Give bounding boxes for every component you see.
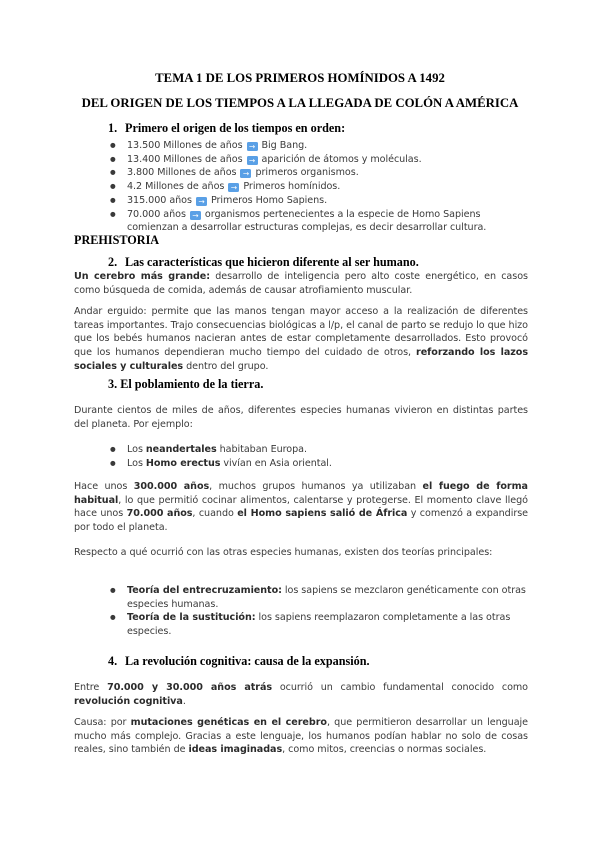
section-1-heading: 1. Primero el origen de los tiempos en orden:	[108, 121, 346, 135]
document-title: TEMA 1 DE LOS PRIMEROS HOMÍNIDOS A 1492	[155, 71, 445, 85]
timeline-list	[110, 139, 520, 235]
list-item: ● Los Homo erectus vivían en Asia oriental.	[110, 457, 530, 471]
arrow-right-icon: →	[240, 169, 251, 178]
section-2-heading: 2. Las características que hicieron diferente al ser humano.	[108, 255, 419, 269]
arrow-right-icon: →	[228, 183, 239, 192]
list-item: ● Los neandertales habitaban Europa.	[110, 443, 530, 457]
arrow-right-icon: →	[190, 211, 201, 220]
document-subtitle: DEL ORIGEN DE LOS TIEMPOS A LA LLEGADA DE COLÓN A AMÉRICA	[81, 96, 519, 110]
arrow-right-icon: →	[247, 142, 258, 151]
arrow-right-icon: →	[247, 156, 258, 165]
upright-paragraph: Andar erguido: permite que las manos tengan mayor acceso a la realización de diferentes tareas importantes. Trajo consecuencias biológicas a l/p, el canal de parto se redujo lo que hizo que los bebés humanos nacieran antes de estar completamente desarrollados. Esto provocó que los humanos dependieran mucho tiempo del cuidado de otros, reforzando los lazos sociales y culturales dentro del grupo.	[74, 306, 529, 372]
section-4-heading: 4. La revolución cognitiva: causa de la expansión.	[108, 654, 370, 668]
timeline-item: ● 4.2 Millones de años → Primeros homínidos.	[110, 180, 520, 194]
cause-paragraph: Causa: por mutaciones genéticas en el cerebro, que permitieron desarrollar un lenguaje mucho más complejo. Gracias a este lenguaje, los humanos podían hablar no solo de cosas reales, sino también de ideas imaginadas, como mitos, creencias o normas sociales.	[74, 717, 528, 756]
brain-paragraph: Un cerebro más grande: desarrollo de inteligencia pero alto coste energético, en casos como búsqueda de comida, además de causar atrofiamiento muscular.	[74, 271, 528, 296]
timeline-item: ● 3.800 Millones de años → primeros organismos.	[110, 166, 520, 180]
list-item: ● Teoría de la sustitución: los sapiens reemplazaron completamente a las otras especies.	[110, 611, 530, 638]
theories-intro: Respecto a qué ocurrió con las otras especies humanas, existen dos teorías principales:	[74, 547, 493, 558]
timeline-item: ● 315.000 años → Primeros Homo Sapiens.	[110, 194, 520, 208]
timeline-item: ● 13.500 Millones de años → Big Bang.	[110, 139, 520, 153]
theories-list	[110, 584, 530, 639]
timeline-item: ● 13.400 Millones de años → aparición de átomos y moléculas.	[110, 153, 520, 167]
cognitive-paragraph: Entre 70.000 y 30.000 años atrás ocurrió un cambio fundamental conocido como revolución cognitiva.	[74, 682, 529, 707]
timeline-item: ● 70.000 años → organismos pertenecientes a la especie de Homo Sapiens comienzan a desarrollar estructuras complejas, es decir desarrollar cultura.	[110, 208, 520, 235]
prehistoria-heading: PREHISTORIA	[74, 233, 160, 247]
arrow-right-icon: →	[196, 197, 207, 206]
fire-paragraph: Hace unos 300.000 años, muchos grupos humanos ya utilizaban el fuego de forma habitual, lo que permitió cocinar alimentos, calentarse y protegerse. El momento clave llegó hace unos 70.000 años, cuando el Homo sapiens salió de África y comenzó a expandirse por todo el planeta.	[74, 481, 529, 534]
section-3-heading: 3. El poblamiento de la tierra.	[108, 377, 264, 391]
list-item: ● Teoría del entrecruzamiento: los sapiens se mezclaron genéticamente con otras especies humanas.	[110, 584, 530, 611]
species-list	[110, 443, 530, 470]
settlement-paragraph: Durante cientos de miles de años, diferentes especies humanas vivieron en distintas partes del planeta. Por ejemplo:	[74, 405, 528, 430]
